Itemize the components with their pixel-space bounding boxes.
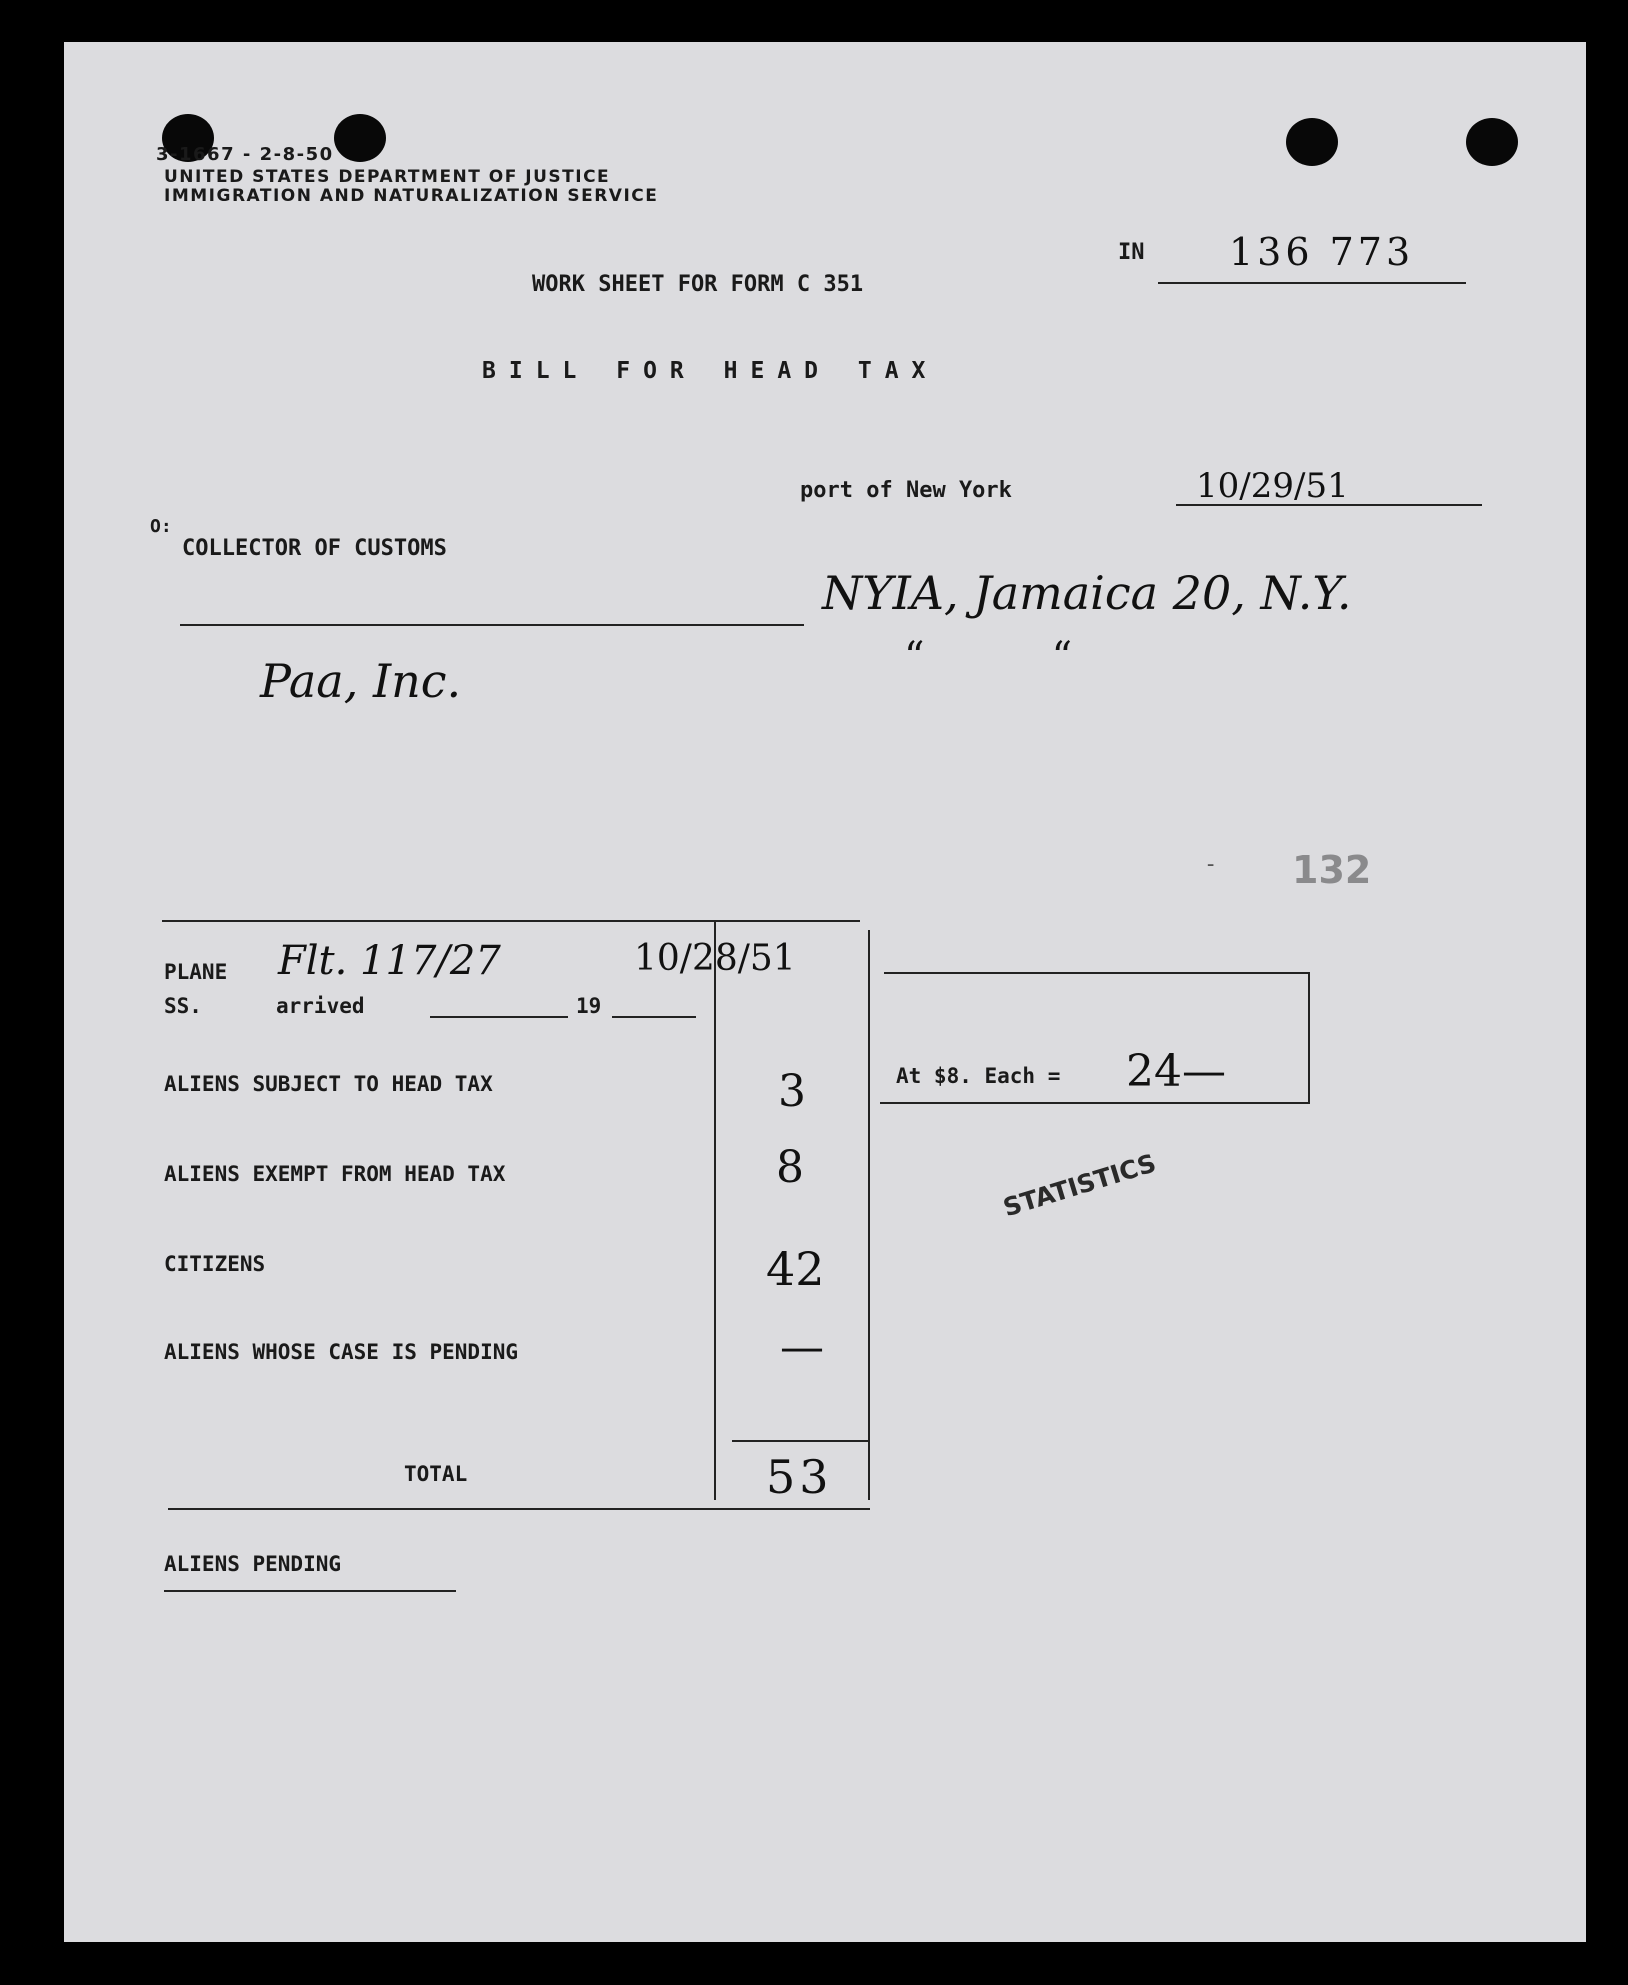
row-value: — xyxy=(780,1322,824,1373)
agency-line-2: IMMIGRATION AND NATURALIZATION SERVICE xyxy=(164,186,659,206)
addressee: COLLECTOR OF CUSTOMS xyxy=(182,536,447,561)
table-divider xyxy=(714,920,716,1500)
flight-handwritten: Flt. 117/27 xyxy=(278,938,501,984)
location-handwritten: NYIA, Jamaica 20, N.Y. xyxy=(822,566,1352,620)
row-value: 42 xyxy=(766,1242,825,1296)
table-right-edge xyxy=(868,930,870,1500)
table-top-rule xyxy=(162,920,860,922)
statistics-stamp: STATISTICS xyxy=(999,1148,1160,1223)
port-date: 10/29/51 xyxy=(1196,466,1349,506)
year-prefix: 19 xyxy=(576,994,602,1018)
to-label: O: xyxy=(150,516,172,537)
in-number: 136 773 xyxy=(1229,230,1415,274)
row-value: 3 xyxy=(778,1066,806,1117)
row-label: ALIENS EXEMPT FROM HEAD TAX xyxy=(164,1162,506,1186)
bill-title: BILL FOR HEAD TAX xyxy=(482,358,939,384)
aliens-pending-underline xyxy=(164,1590,456,1592)
row-label: ALIENS SUBJECT TO HEAD TAX xyxy=(164,1072,493,1096)
form-code: 3-1667 - 2-8-50 xyxy=(156,144,334,165)
table-bottom-rule xyxy=(168,1508,870,1510)
rate-total: 24— xyxy=(1126,1046,1226,1097)
dash-mark: - xyxy=(1204,852,1218,877)
worksheet-title: WORK SHEET FOR FORM C 351 xyxy=(532,272,864,297)
rate-label: At $8. Each = xyxy=(896,1064,1061,1088)
arrival-date-handwritten: 10/28/51 xyxy=(634,938,796,979)
year-blank xyxy=(612,1016,696,1018)
punch-hole xyxy=(1466,118,1518,166)
row-label: CITIZENS xyxy=(164,1252,266,1276)
in-label: IN xyxy=(1118,240,1145,265)
row-value: 8 xyxy=(776,1142,804,1193)
document-page xyxy=(64,42,1586,1942)
punch-hole xyxy=(1286,118,1338,166)
rate-box-right xyxy=(1308,972,1310,1102)
plane-label: PLANE xyxy=(164,960,228,984)
row-label: ALIENS WHOSE CASE IS PENDING xyxy=(164,1340,519,1364)
ss-label: SS. xyxy=(164,994,202,1018)
arrived-blank xyxy=(430,1016,568,1018)
total-rule xyxy=(732,1440,868,1442)
total-label: TOTAL xyxy=(404,1462,468,1486)
addressee-underline xyxy=(180,624,804,626)
port-label: port of New York xyxy=(800,478,1012,503)
in-underline xyxy=(1158,282,1466,284)
aliens-pending-label: ALIENS PENDING xyxy=(164,1552,342,1576)
carrier-handwritten: Paa, Inc. xyxy=(260,654,462,708)
punch-hole xyxy=(334,114,386,162)
agency-line-1: UNITED STATES DEPARTMENT OF JUSTICE xyxy=(164,167,611,187)
rate-box-top xyxy=(884,972,1308,974)
page-number: 132 xyxy=(1292,848,1372,892)
ditto-marks: “ “ xyxy=(904,634,1073,680)
date-underline xyxy=(1176,504,1482,506)
total-value: 53 xyxy=(766,1450,833,1504)
arrived-label: arrived xyxy=(276,994,365,1018)
rate-box-bottom xyxy=(880,1102,1310,1104)
